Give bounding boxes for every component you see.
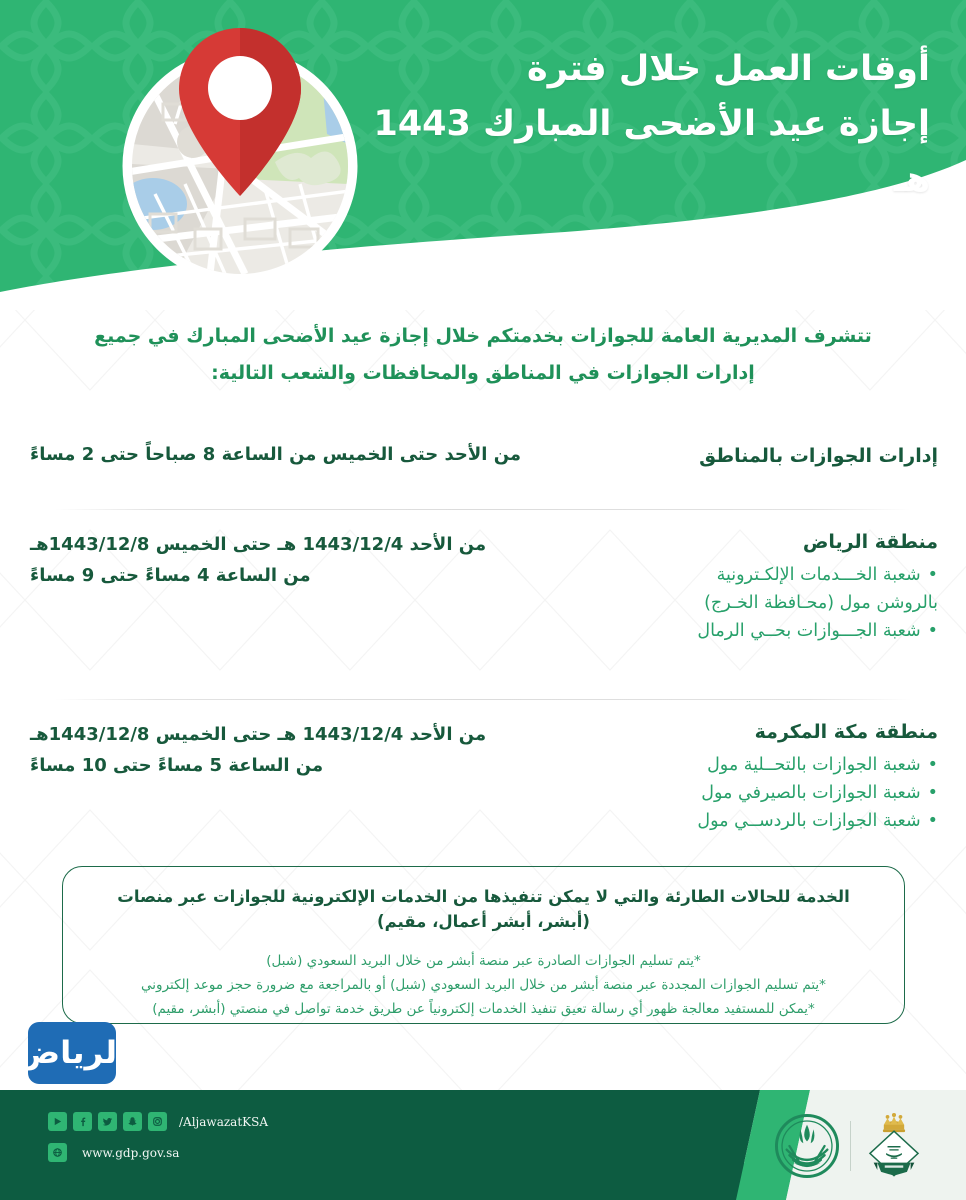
list-item: • شعبة الجوازات بالتحــلية مول: [608, 751, 938, 779]
row-schedule: [28, 710, 548, 782]
list-item: • شعبة الجوازات بالردســي مول: [608, 807, 938, 835]
schedule-rows: [0, 420, 966, 888]
intro-line1: تتشرف المديرية العامة للجوازات بخدمتكم خلال إجازة عيد الأضحى المبارك في جميع: [94, 325, 872, 347]
page-title: [330, 42, 930, 208]
page-title-line1: أوقات العمل خلال فترة: [527, 49, 930, 89]
alriyadh-newspaper-logo: [16, 1022, 128, 1084]
list-item: • شعبة الجوازات بالصيرفي مول: [608, 779, 938, 807]
alriyadh-logo-text: الرياض: [16, 1034, 128, 1071]
page-title-line2: إجازة عيد الأضحى المبارك 1443 هـ: [373, 104, 930, 200]
intro-line2: إدارات الجوازات في المناطق والمحافظات والشعب التالية:: [211, 362, 755, 385]
row-schedule: [28, 430, 548, 471]
note-item: *يتم تسليم الجوازات المجددة عبر منصة أبشر من خلال البريد السعودي (شبل) أو بالمراجعة مع ضرورة حجز موعد إلكتروني: [141, 976, 826, 993]
schedule-text-line1: من الأحد 1443/12/4 هـ حتى الخميس 1443/12/8هـ: [30, 534, 487, 555]
schedule-text-line2: من الساعة 5 مساءً حتى 10 مساءً: [30, 754, 324, 776]
note-item: *يمكن للمستفيد معالجة ظهور أي رسالة تعيق تنفيذ الخدمات إلكترونياً عن طريق خدمة تواصل في منصتي (أبشر، مقيم): [152, 1000, 815, 1017]
twitter-icon[interactable]: [98, 1112, 117, 1131]
schedule-text-line1: من الأحد 1443/12/4 هـ حتى الخميس 1443/12/8هـ: [30, 724, 487, 745]
footer: [0, 1090, 966, 1200]
footer-emblems: [752, 1100, 948, 1192]
region-title: منطقة مكة المكرمة: [754, 721, 938, 743]
row-region: [608, 430, 938, 475]
row-region: [608, 520, 938, 646]
snapchat-icon[interactable]: [123, 1112, 142, 1131]
row-region: [608, 710, 938, 836]
schedule-text-line2: من الساعة 4 مساءً حتى 9 مساءً: [30, 564, 311, 586]
list-item: • شعبة الخـــدمات الإلكـترونية: [608, 561, 938, 589]
social-links[interactable]: [48, 1112, 268, 1131]
notes-box: [62, 866, 905, 1024]
intro-text: [0, 318, 966, 392]
globe-icon[interactable]: [48, 1143, 67, 1162]
branch-list: [608, 561, 938, 646]
region-title: منطقة الرياض: [802, 531, 938, 553]
website-url: www.gdp.gov.sa: [82, 1145, 180, 1160]
notes-headline: الخدمة للحالات الطارئة والتي لا يمكن تنفيذها من الخدمات الإلكترونية للجوازات عبر منصات (أبشر، أبشر أعمال، مقيم): [117, 887, 850, 931]
map-pin-icon: [115, 14, 365, 284]
table-row: [0, 700, 966, 888]
branch-list: [608, 751, 938, 836]
list-item: • شعبة الجـــوازات بحــي الرمال: [608, 617, 938, 645]
youtube-icon[interactable]: [48, 1112, 67, 1131]
passports-emblem: [857, 1109, 931, 1183]
list-item: بالروشن مول (محـافظة الخـرج): [704, 592, 938, 613]
website-link[interactable]: [48, 1143, 179, 1162]
social-handle: /AljawazatKSA: [179, 1114, 268, 1129]
table-row: [0, 510, 966, 700]
region-title: إدارات الجوازات بالمناطق: [699, 445, 938, 467]
table-row: [0, 420, 966, 510]
note-item: *يتم تسليم الجوازات الصادرة عبر منصة أبشر من خلال البريد السعودي (شبل): [266, 952, 701, 969]
schedule-text: من الأحد حتى الخميس من الساعة 8 صباحاً حتى 2 مساءً: [30, 444, 522, 465]
emblem-divider: [850, 1121, 851, 1171]
instagram-icon[interactable]: [148, 1112, 167, 1131]
ministry-of-interior-emblem: [770, 1109, 844, 1183]
facebook-icon[interactable]: [73, 1112, 92, 1131]
row-schedule: [28, 520, 548, 592]
